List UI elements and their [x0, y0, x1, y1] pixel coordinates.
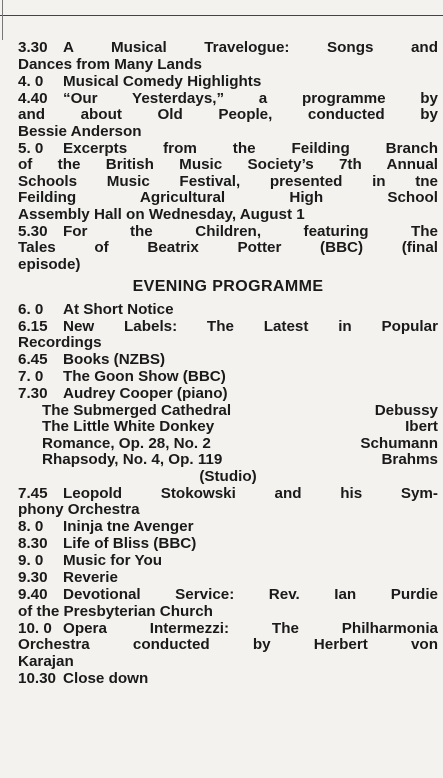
evening-section-a [18, 302, 438, 386]
entry-time: 6. 0 [18, 300, 44, 318]
entry-time: 7.45 [18, 484, 48, 502]
entry-title: At Short Notice [63, 300, 174, 318]
entry-title: For the Children, featuring The [63, 222, 438, 240]
programme-entry [18, 352, 438, 369]
entry-title: Audrey Cooper (piano) [63, 385, 228, 402]
entry-continuation: and about Old People, conducted by [18, 106, 438, 123]
entry-continuation: phony Orchestra [18, 501, 140, 518]
programme-entry [18, 224, 438, 274]
afternoon-section [18, 40, 438, 273]
entry-continuation: Assembly Hall on Wednesday, August 1 [18, 205, 305, 223]
recital-note: (Studio) [199, 467, 257, 485]
recital-entry [18, 386, 438, 485]
entry-time: 5. 0 [18, 139, 44, 157]
recital-works [18, 403, 438, 469]
programme-entry [18, 369, 438, 386]
entry-continuation: Feilding Agricultural High School [18, 189, 438, 206]
entry-continuation: episode) [18, 255, 81, 273]
programme-entry [18, 141, 438, 224]
entry-time: 9. 0 [18, 552, 44, 569]
entry-title: Music for You [63, 552, 163, 569]
entry-continuation: Schools Music Festival, presented in tne [18, 172, 438, 190]
work-title: Romance, Op. 28, No. 2 [42, 434, 211, 452]
entry-title: Life of Bliss (BBC) [63, 535, 197, 552]
entry-title: Devotional Service: Rev. Ian Purdie [63, 586, 438, 603]
entry-continuation: Bessie Anderson [18, 122, 142, 140]
work-title: The Submerged Cathedral [42, 401, 232, 419]
entry-title: The Goon Show (BBC) [63, 368, 226, 385]
entry-title: Leopold Stokowski and his Sym- [63, 484, 438, 502]
entry-time: 4.40 [18, 89, 48, 107]
entry-title: A Musical Travelogue: Songs and [63, 39, 438, 56]
entry-time: 10. 0 [18, 619, 52, 637]
programme-entry [18, 570, 438, 587]
entry-title: Books (NZBS) [63, 351, 166, 368]
evening-section-b [18, 486, 438, 688]
entry-time: 5.30 [18, 222, 48, 240]
entry-time: 10.30 [18, 669, 57, 687]
work-title: Rhapsody, No. 4, Op. 119 [42, 451, 223, 468]
entry-title: “Our Yesterdays,” a programme by [63, 89, 438, 107]
entry-title: Ininja tne Avenger [63, 518, 194, 535]
entry-title: Opera Intermezzi: The Philharmonia [63, 619, 438, 637]
entry-continuation: Orchestra conducted by Herbert von [18, 636, 438, 653]
top-rule [0, 15, 443, 16]
entry-time: 3.30 [18, 39, 48, 56]
entry-continuation: of the Presbyterian Church [18, 602, 213, 620]
entry-title: New Labels: The Latest in Popular [63, 317, 438, 335]
entry-time: 7. 0 [18, 368, 44, 385]
entry-continuation: Tales of Beatrix Potter (BBC) (final [18, 239, 438, 256]
entry-title: Musical Comedy Highlights [63, 72, 262, 90]
entry-time: 4. 0 [18, 72, 44, 90]
entry-continuation: Dances from Many Lands [18, 55, 202, 73]
entry-continuation: of the British Music Society’s 7th Annual [18, 156, 438, 173]
evening-heading: EVENING PROGRAMME [132, 278, 324, 295]
programme-entry [18, 91, 438, 141]
programme-entry [18, 671, 438, 688]
recital-work [42, 436, 438, 453]
entry-time: 9.30 [18, 569, 48, 586]
programme-entry [18, 319, 438, 352]
entry-title: Reverie [63, 569, 118, 586]
entry-time: 7.30 [18, 385, 48, 402]
entry-time: 6.15 [18, 317, 48, 335]
entry-title: Excerpts from the Feilding Branch [63, 139, 438, 157]
programme-entry [18, 621, 438, 671]
programme-entry [18, 486, 438, 519]
recital-work [42, 452, 438, 469]
work-composer: Debussy [374, 401, 438, 419]
programme-entry [18, 74, 438, 91]
programme-entry [18, 302, 438, 319]
programme-entry [18, 536, 438, 553]
work-title: The Little White Donkey [42, 418, 215, 435]
programme-entry [18, 553, 438, 570]
recital-work [42, 403, 438, 420]
recital-work [42, 419, 438, 436]
entry-time: 6.45 [18, 351, 48, 368]
entry-continuation: Karajan [18, 652, 74, 670]
work-composer: Brahms [381, 451, 438, 468]
entry-time: 8.30 [18, 535, 48, 552]
entry-title: Close down [63, 669, 149, 687]
work-composer: Ibert [405, 418, 438, 435]
entry-time: 8. 0 [18, 518, 44, 535]
programme-entry [18, 587, 438, 620]
programme-entry [18, 519, 438, 536]
entry-time: 9.40 [18, 586, 48, 603]
programme-listing [18, 40, 438, 688]
work-composer: Schumann [360, 434, 438, 452]
entry-continuation: Recordings [18, 334, 102, 351]
left-rule [2, 0, 3, 40]
programme-entry [18, 40, 438, 73]
